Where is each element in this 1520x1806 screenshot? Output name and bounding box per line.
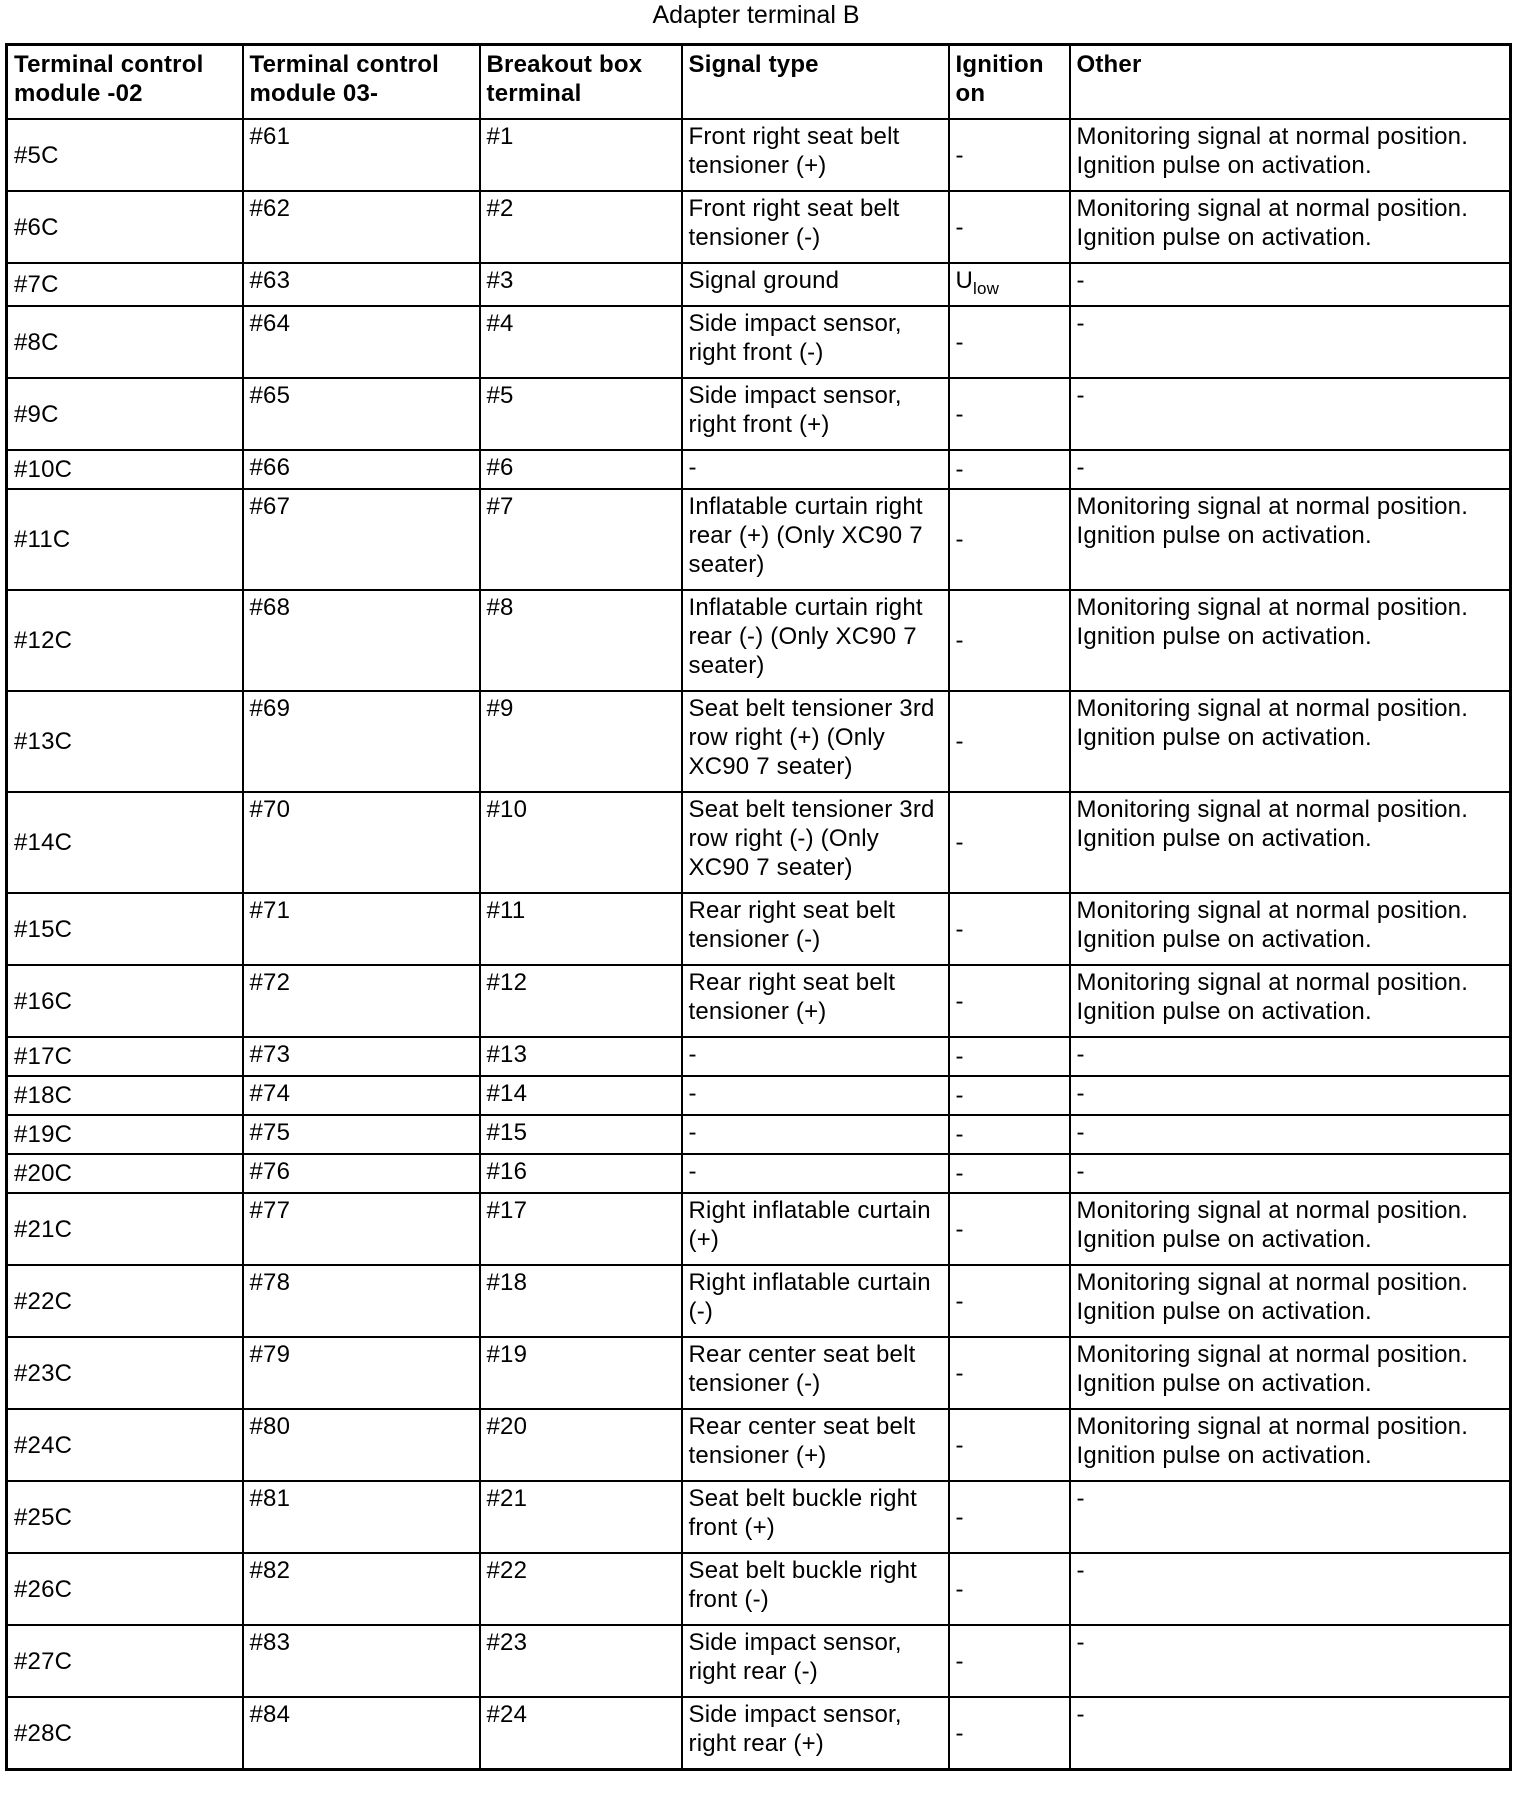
table-row: [7, 1115, 1511, 1154]
cell-tcm-03: #67: [243, 489, 480, 590]
cell-tcm-02: #25C: [7, 1481, 243, 1553]
cell-tcm-02: #12C: [7, 590, 243, 691]
cell-signal-type: Seat belt tensioner 3rd row right (+) (Only XC90 7 seater): [682, 691, 949, 792]
cell-breakout-box: #17: [480, 1193, 682, 1265]
cell-other: -: [1070, 1115, 1511, 1154]
cell-ignition-on: -: [949, 1193, 1070, 1265]
cell-other: -: [1070, 1154, 1511, 1193]
table-row: [7, 263, 1511, 306]
table-row: [7, 1625, 1511, 1697]
cell-breakout-box: #3: [480, 263, 682, 306]
table-row: [7, 1697, 1511, 1770]
cell-tcm-03: #79: [243, 1337, 480, 1409]
cell-signal-type: Side impact sensor, right rear (-): [682, 1625, 949, 1697]
cell-tcm-02: #6C: [7, 191, 243, 263]
cell-other: Monitoring signal at normal position. Ignition pulse on activation.: [1070, 691, 1511, 792]
header-tcm-02: Terminal control module -02: [7, 45, 243, 120]
cell-signal-type: Rear center seat belt tensioner (+): [682, 1409, 949, 1481]
cell-other: Monitoring signal at normal position. Ignition pulse on activation.: [1070, 1409, 1511, 1481]
cell-signal-type: Inflatable curtain right rear (-) (Only XC90 7 seater): [682, 590, 949, 691]
cell-breakout-box: #7: [480, 489, 682, 590]
cell-ignition-on: -: [949, 306, 1070, 378]
header-ignition-on: Ignition on: [949, 45, 1070, 120]
cell-tcm-02: #28C: [7, 1697, 243, 1770]
table-caption: Adapter terminal B: [652, 1, 860, 29]
cell-other: Monitoring signal at normal position. Ignition pulse on activation.: [1070, 893, 1511, 965]
cell-breakout-box: #4: [480, 306, 682, 378]
cell-signal-type: -: [682, 1154, 949, 1193]
cell-signal-type: Right inflatable curtain (+): [682, 1193, 949, 1265]
cell-tcm-02: #27C: [7, 1625, 243, 1697]
header-breakout-box: Breakout box terminal: [480, 45, 682, 120]
cell-signal-type: Seat belt tensioner 3rd row right (-) (Only XC90 7 seater): [682, 792, 949, 893]
table-row: [7, 893, 1511, 965]
cell-tcm-02: #21C: [7, 1193, 243, 1265]
cell-other: -: [1070, 1697, 1511, 1770]
cell-tcm-02: #17C: [7, 1037, 243, 1076]
cell-tcm-02: #15C: [7, 893, 243, 965]
cell-breakout-box: #18: [480, 1265, 682, 1337]
cell-ignition-on: -: [949, 1553, 1070, 1625]
cell-ignition-on: -: [949, 1337, 1070, 1409]
cell-breakout-box: #5: [480, 378, 682, 450]
cell-signal-type: Side impact sensor, right front (-): [682, 306, 949, 378]
cell-signal-type: Side impact sensor, right front (+): [682, 378, 949, 450]
cell-tcm-03: #78: [243, 1265, 480, 1337]
cell-signal-type: -: [682, 1076, 949, 1115]
cell-signal-type: Seat belt buckle right front (+): [682, 1481, 949, 1553]
cell-breakout-box: #19: [480, 1337, 682, 1409]
cell-tcm-03: #73: [243, 1037, 480, 1076]
cell-tcm-03: #62: [243, 191, 480, 263]
cell-tcm-03: #71: [243, 893, 480, 965]
table-row: [7, 489, 1511, 590]
cell-other: Monitoring signal at normal position. Ignition pulse on activation.: [1070, 1265, 1511, 1337]
header-other: Other: [1070, 45, 1511, 120]
cell-breakout-box: #15: [480, 1115, 682, 1154]
cell-signal-type: -: [682, 450, 949, 489]
cell-other: -: [1070, 1037, 1511, 1076]
cell-tcm-03: #84: [243, 1697, 480, 1770]
cell-ignition-on: -: [949, 119, 1070, 191]
cell-tcm-03: #64: [243, 306, 480, 378]
table-row: [7, 691, 1511, 792]
cell-ignition-on: -: [949, 378, 1070, 450]
table-row: [7, 590, 1511, 691]
cell-breakout-box: #2: [480, 191, 682, 263]
table-row: [7, 450, 1511, 489]
table-row: [7, 119, 1511, 191]
cell-tcm-02: #10C: [7, 450, 243, 489]
table-row: [7, 1037, 1511, 1076]
table-row: [7, 965, 1511, 1037]
cell-tcm-02: #5C: [7, 119, 243, 191]
cell-breakout-box: #21: [480, 1481, 682, 1553]
cell-signal-type: -: [682, 1115, 949, 1154]
cell-breakout-box: #14: [480, 1076, 682, 1115]
cell-tcm-03: #61: [243, 119, 480, 191]
cell-breakout-box: #12: [480, 965, 682, 1037]
cell-tcm-02: #7C: [7, 263, 243, 306]
cell-ignition-on: -: [949, 1265, 1070, 1337]
cell-breakout-box: #10: [480, 792, 682, 893]
table-row: [7, 191, 1511, 263]
cell-ignition-on: -: [949, 191, 1070, 263]
cell-ignition-on: -: [949, 893, 1070, 965]
cell-other: -: [1070, 306, 1511, 378]
table-row: [7, 1337, 1511, 1409]
cell-ignition-on: -: [949, 489, 1070, 590]
cell-tcm-03: #70: [243, 792, 480, 893]
cell-breakout-box: #6: [480, 450, 682, 489]
cell-breakout-box: #9: [480, 691, 682, 792]
cell-tcm-03: #72: [243, 965, 480, 1037]
cell-breakout-box: #24: [480, 1697, 682, 1770]
table-row: [7, 306, 1511, 378]
table-row: [7, 378, 1511, 450]
cell-ignition-on: -: [949, 1481, 1070, 1553]
cell-ignition-on: -: [949, 590, 1070, 691]
header-row: [7, 45, 1511, 120]
cell-tcm-02: #26C: [7, 1553, 243, 1625]
cell-tcm-03: #68: [243, 590, 480, 691]
cell-signal-type: Signal ground: [682, 263, 949, 306]
table-row: [7, 1076, 1511, 1115]
cell-ignition-on: -: [949, 1154, 1070, 1193]
cell-breakout-box: #8: [480, 590, 682, 691]
cell-ignition-on: -: [949, 1115, 1070, 1154]
cell-ignition-on: -: [949, 691, 1070, 792]
table-row: [7, 1409, 1511, 1481]
terminal-table: [5, 43, 1512, 1771]
cell-tcm-03: #74: [243, 1076, 480, 1115]
cell-ignition-on: -: [949, 1625, 1070, 1697]
cell-ignition-on: -: [949, 1076, 1070, 1115]
cell-tcm-03: #80: [243, 1409, 480, 1481]
cell-signal-type: -: [682, 1037, 949, 1076]
cell-other: -: [1070, 1553, 1511, 1625]
table-row: [7, 792, 1511, 893]
cell-tcm-02: #22C: [7, 1265, 243, 1337]
cell-other: Monitoring signal at normal position. Ignition pulse on activation.: [1070, 965, 1511, 1037]
table-row: [7, 1481, 1511, 1553]
cell-signal-type: Rear right seat belt tensioner (+): [682, 965, 949, 1037]
cell-tcm-02: #11C: [7, 489, 243, 590]
cell-other: -: [1070, 1076, 1511, 1115]
table-row: [7, 1154, 1511, 1193]
table-row: [7, 1193, 1511, 1265]
cell-tcm-03: #82: [243, 1553, 480, 1625]
cell-other: -: [1070, 450, 1511, 489]
cell-ignition-on: -: [949, 1697, 1070, 1770]
cell-tcm-02: #19C: [7, 1115, 243, 1154]
cell-breakout-box: #20: [480, 1409, 682, 1481]
cell-other: -: [1070, 1481, 1511, 1553]
cell-tcm-02: #18C: [7, 1076, 243, 1115]
cell-tcm-03: #81: [243, 1481, 480, 1553]
cell-signal-type: Rear center seat belt tensioner (-): [682, 1337, 949, 1409]
cell-tcm-02: #24C: [7, 1409, 243, 1481]
table-row: [7, 1553, 1511, 1625]
cell-breakout-box: #23: [480, 1625, 682, 1697]
cell-tcm-03: #76: [243, 1154, 480, 1193]
header-signal-type: Signal type: [682, 45, 949, 120]
cell-other: -: [1070, 263, 1511, 306]
header-tcm-03: Terminal control module 03-: [243, 45, 480, 120]
cell-ignition-on: -: [949, 450, 1070, 489]
cell-other: Monitoring signal at normal position. Ignition pulse on activation.: [1070, 1193, 1511, 1265]
cell-other: Monitoring signal at normal position. Ignition pulse on activation.: [1070, 489, 1511, 590]
cell-tcm-03: #77: [243, 1193, 480, 1265]
cell-signal-type: Inflatable curtain right rear (+) (Only XC90 7 seater): [682, 489, 949, 590]
cell-signal-type: Rear right seat belt tensioner (-): [682, 893, 949, 965]
cell-ignition-on: -: [949, 1409, 1070, 1481]
cell-other: Monitoring signal at normal position. Ignition pulse on activation.: [1070, 119, 1511, 191]
cell-signal-type: Front right seat belt tensioner (+): [682, 119, 949, 191]
cell-other: -: [1070, 378, 1511, 450]
cell-tcm-02: #13C: [7, 691, 243, 792]
cell-tcm-03: #66: [243, 450, 480, 489]
cell-tcm-02: #16C: [7, 965, 243, 1037]
cell-other: Monitoring signal at normal position. Ignition pulse on activation.: [1070, 590, 1511, 691]
cell-tcm-02: #23C: [7, 1337, 243, 1409]
cell-ignition-on: -: [949, 792, 1070, 893]
cell-other: Monitoring signal at normal position. Ignition pulse on activation.: [1070, 1337, 1511, 1409]
cell-other: Monitoring signal at normal position. Ignition pulse on activation.: [1070, 191, 1511, 263]
cell-breakout-box: #13: [480, 1037, 682, 1076]
cell-ignition-on: -: [949, 1037, 1070, 1076]
cell-tcm-02: #8C: [7, 306, 243, 378]
cell-tcm-03: #63: [243, 263, 480, 306]
cell-tcm-02: #9C: [7, 378, 243, 450]
cell-signal-type: Seat belt buckle right front (-): [682, 1553, 949, 1625]
cell-tcm-02: #14C: [7, 792, 243, 893]
ignition-subscript: low: [973, 279, 1000, 298]
cell-ignition-on: -: [949, 965, 1070, 1037]
cell-tcm-03: #65: [243, 378, 480, 450]
cell-signal-type: Side impact sensor, right rear (+): [682, 1697, 949, 1770]
cell-ignition-on: [949, 263, 1070, 306]
cell-signal-type: Right inflatable curtain (-): [682, 1265, 949, 1337]
cell-breakout-box: #1: [480, 119, 682, 191]
cell-tcm-03: #83: [243, 1625, 480, 1697]
cell-other: -: [1070, 1625, 1511, 1697]
ignition-u-low: U: [955, 267, 974, 294]
cell-breakout-box: #22: [480, 1553, 682, 1625]
cell-breakout-box: #16: [480, 1154, 682, 1193]
cell-signal-type: Front right seat belt tensioner (-): [682, 191, 949, 263]
cell-tcm-03: #69: [243, 691, 480, 792]
cell-other: Monitoring signal at normal position. Ignition pulse on activation.: [1070, 792, 1511, 893]
table-row: [7, 1265, 1511, 1337]
cell-tcm-03: #75: [243, 1115, 480, 1154]
cell-breakout-box: #11: [480, 893, 682, 965]
cell-tcm-02: #20C: [7, 1154, 243, 1193]
